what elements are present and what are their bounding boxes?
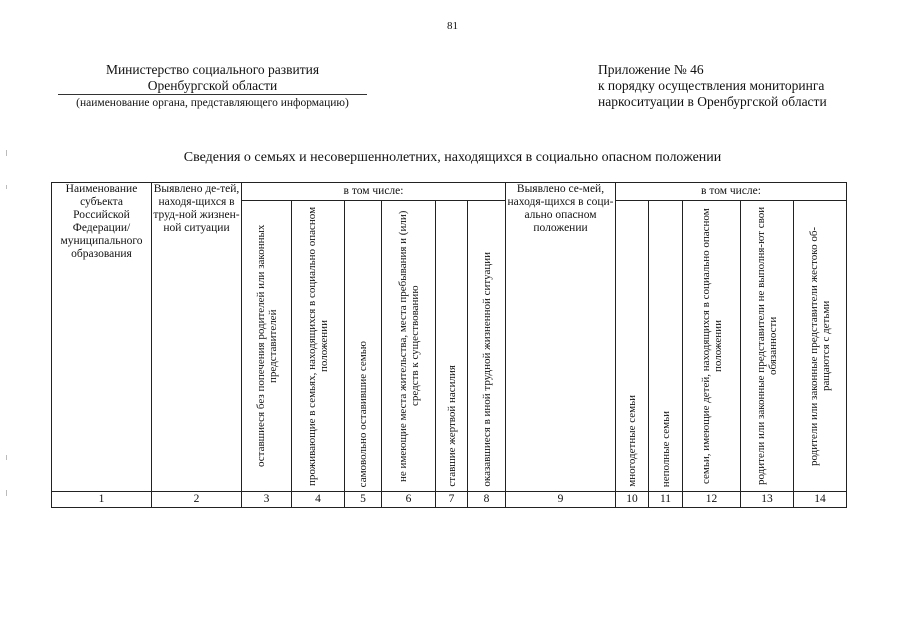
header-family-category bbox=[649, 201, 683, 492]
column-number: 2 bbox=[152, 492, 242, 508]
header-children-category bbox=[345, 201, 382, 492]
document-title: Сведения о семьях и несовершеннолетних, находящихся в социально опасном положении bbox=[183, 150, 722, 165]
vertical-header-text: родители или законные представители жестоко об-ращаются с детьми bbox=[808, 226, 832, 466]
header-region: Наименование субъекта Российской Федерации/ муниципального образования bbox=[52, 183, 152, 492]
appendix-line1: Приложение № 46 bbox=[598, 62, 704, 77]
margin-mark bbox=[6, 185, 7, 189]
vertical-header-text: неполные семьи bbox=[659, 410, 672, 487]
column-number: 14 bbox=[794, 492, 847, 508]
appendix-line3: наркоситуации в Оренбургской области bbox=[598, 94, 827, 109]
header-children-identified: Выявлено де-тей, находя-щихся в труд-ной жизнен-ной ситуации bbox=[152, 183, 242, 492]
organization-block bbox=[50, 62, 375, 111]
column-number: 13 bbox=[741, 492, 794, 508]
vertical-header-text: родители или законные представители не выполня-ют свои обязанности bbox=[755, 206, 779, 486]
header-family-category bbox=[683, 201, 741, 492]
organization-name-line2: Оренбургской области bbox=[58, 78, 367, 95]
header-including-families: в том числе: bbox=[616, 183, 847, 201]
header-children-category bbox=[468, 201, 506, 492]
vertical-header-text: не имеющие места жительства, места пребывания и (или) средств к существованию bbox=[396, 210, 421, 482]
column-number-row bbox=[52, 492, 847, 508]
margin-mark bbox=[6, 150, 7, 156]
header-children-category bbox=[436, 201, 468, 492]
column-number: 1 bbox=[52, 492, 152, 508]
vertical-header-text: самовольно оставившие семью bbox=[357, 340, 369, 487]
column-number: 9 bbox=[506, 492, 616, 508]
report-table bbox=[51, 182, 847, 508]
column-number: 12 bbox=[683, 492, 741, 508]
organization-caption: (наименование органа, представляющего информацию) bbox=[76, 97, 349, 109]
column-number: 10 bbox=[616, 492, 649, 508]
header-children-category bbox=[242, 201, 292, 492]
vertical-header-text: семьи, имеющие детей, находящихся в социально опасном положении bbox=[699, 208, 724, 484]
organization-name-line1: Министерство социального развития bbox=[105, 62, 320, 77]
column-number: 8 bbox=[468, 492, 506, 508]
column-number: 4 bbox=[292, 492, 345, 508]
margin-mark bbox=[6, 455, 7, 460]
appendix-line2: к порядку осуществления мониторинга bbox=[598, 78, 825, 93]
column-number: 6 bbox=[382, 492, 436, 508]
header-families-identified: Выявлено се-мей, находя-щихся в соци-ально опасном положении bbox=[506, 183, 616, 492]
margin-mark bbox=[6, 490, 7, 496]
column-number: 3 bbox=[242, 492, 292, 508]
vertical-header-text: многодетные семьи bbox=[626, 395, 638, 487]
header-family-category bbox=[741, 201, 794, 492]
page-number: 81 bbox=[447, 20, 458, 32]
header-children-category bbox=[382, 201, 436, 492]
column-number: 5 bbox=[345, 492, 382, 508]
header-including-children: в том числе: bbox=[242, 183, 506, 201]
header-family-category bbox=[794, 201, 847, 492]
vertical-header-text: ставшие жертвой насилия bbox=[445, 365, 458, 487]
vertical-header-text: проживающие в семьях, находящихся в социально опасном положении bbox=[306, 206, 330, 486]
header-family-category bbox=[616, 201, 649, 492]
vertical-header-text: оказавшиеся в иной трудной жизненной ситуации bbox=[480, 252, 493, 487]
header-children-category bbox=[292, 201, 345, 492]
vertical-header-text: оставшиеся без попечения родителей или законных представителей bbox=[254, 224, 279, 468]
appendix-block bbox=[598, 62, 868, 110]
column-number: 7 bbox=[436, 492, 468, 508]
column-number: 11 bbox=[649, 492, 683, 508]
